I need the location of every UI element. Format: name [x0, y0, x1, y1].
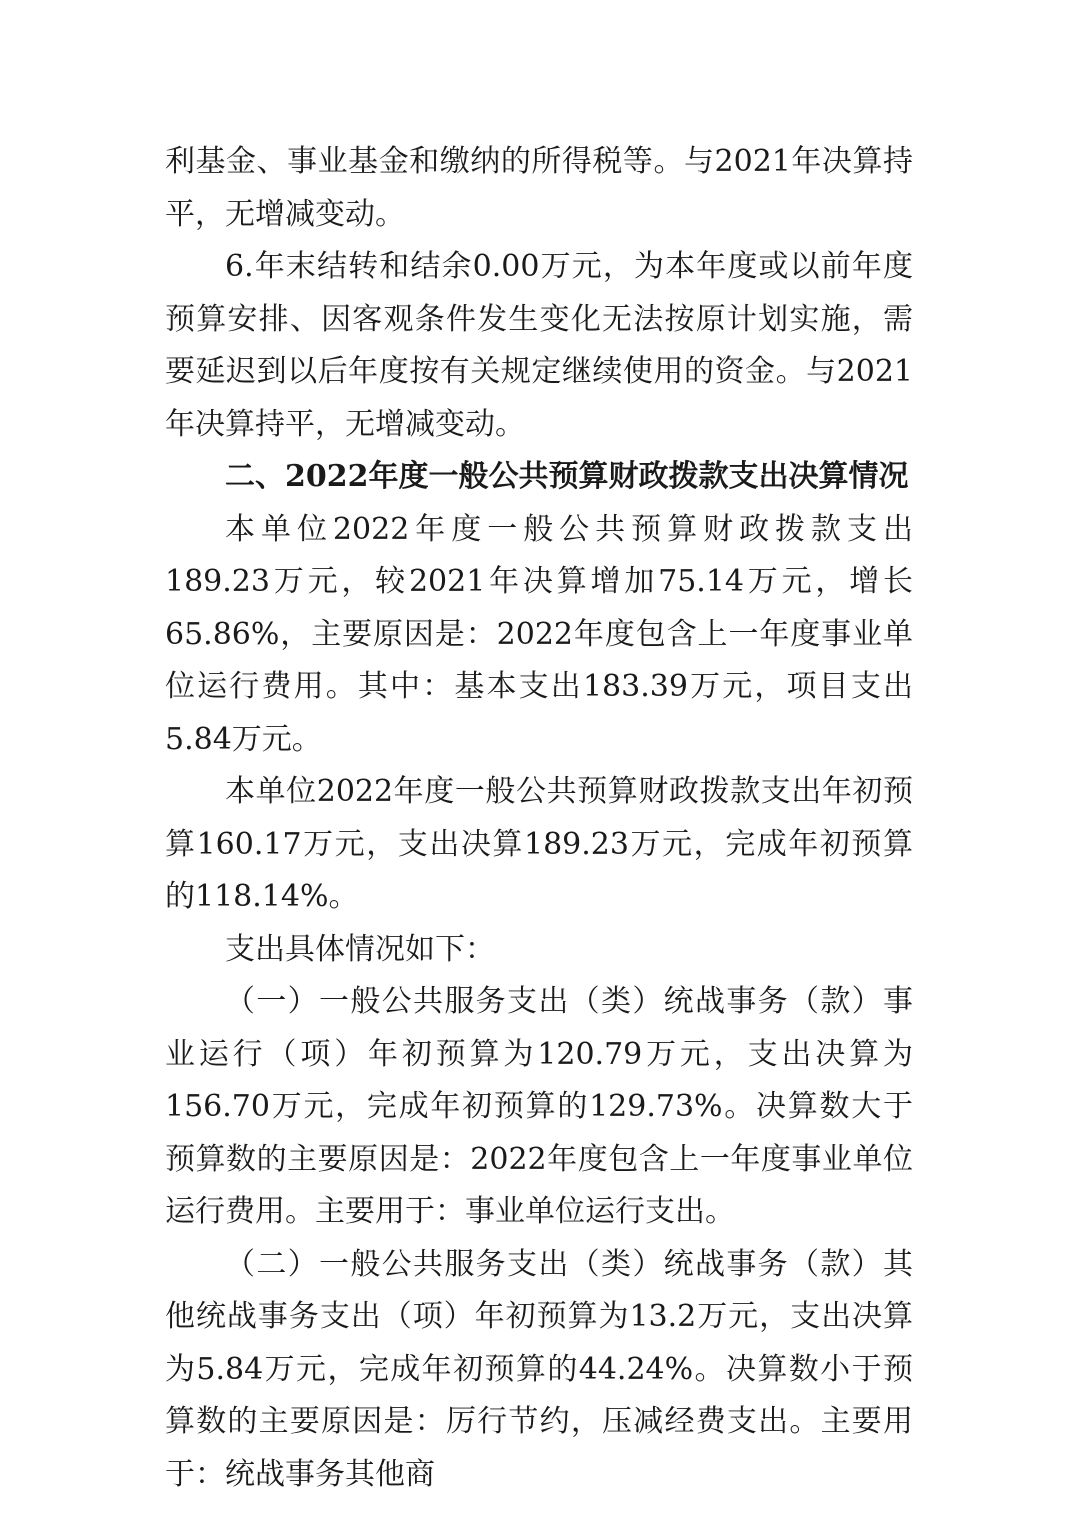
- paragraph-details-intro: 支出具体情况如下：: [225, 931, 495, 967]
- paragraph-item-two: （二）一般公共服务支出（类）统战事务（款）其他统战事务支出（项）年初预算为13.2万元，支出决算为5.84万元，完成年初预算的44.24%。决算数小于预算数的主要原因是：厉行节约，压减经费支出。主要用于：统战事务其他商: [165, 1246, 913, 1492]
- paragraph-year-end-balance: 6.年末结转和结余0.00万元，为本年度或以前年度预算安排、因客观条件发生变化无法按原计划实施，需要延迟到以后年度按有关规定继续使用的资金。与2021年决算持平，无增减变动。: [165, 249, 913, 442]
- paragraph-budget-completion: 本单位2022年度一般公共预算财政拨款支出年初预算160.17万元，支出决算189.23万元，完成年初预算的118.14%。: [165, 774, 913, 914]
- paragraph-retained-earnings: 利基金、事业基金和缴纳的所得税等。与2021年决算持平，无增减变动。: [165, 144, 913, 232]
- paragraph-item-one: （一）一般公共服务支出（类）统战事务（款）事业运行（项）年初预算为120.79万元，支出决算为156.70万元，完成年初预算的129.73%。决算数大于预算数的主要原因是：2022年度包含上一年度事业单位运行费用。主要用于：事业单位运行支出。: [165, 984, 913, 1229]
- paragraph-expenditure-summary: 本单位2022年度一般公共预算财政拨款支出189.23万元，较2021年决算增加75.14万元，增长65.86%，主要原因是：2022年度包含上一年度事业单位运行费用。其中：基本支出183.39万元，项目支出5.84万元。: [165, 511, 913, 757]
- section-heading: 二、2022年度一般公共预算财政拨款支出决算情况: [225, 459, 909, 494]
- document-body: [165, 136, 913, 1501]
